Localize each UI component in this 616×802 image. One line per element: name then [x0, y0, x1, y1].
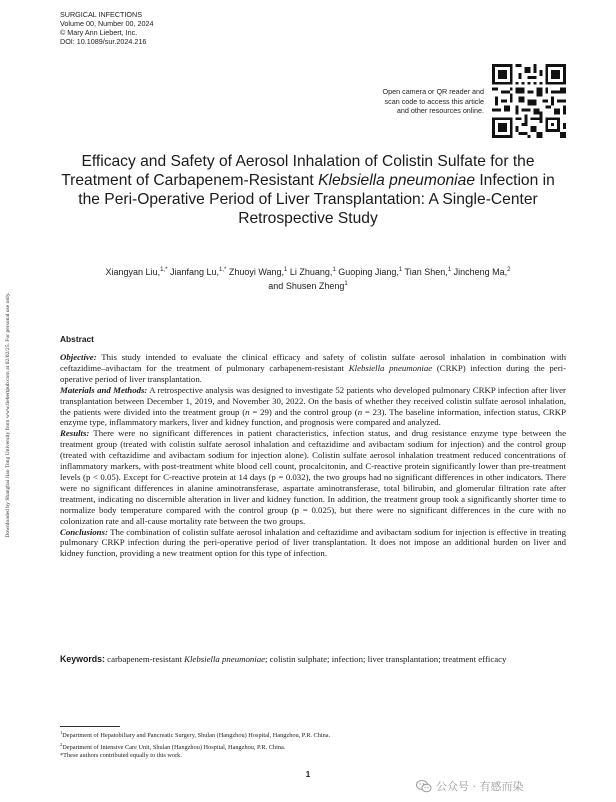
author[interactable]: and Shusen Zheng$^1$: [268, 281, 348, 291]
abstract-heading: Abstract: [60, 334, 94, 344]
abstract-results: Results: There were no significant differences in patient characteristics, infection status, and drug resistance enzyme type between the treatment group (treated with colistin sulfate aerosol inhalation and ceftazidime and avibactam sodium for injection) and the control group (treated with ceftazidime and avibactam sodium for injection alone). Colistin sulfate aerosol inhalation treatment reduced concentrations of inflammatory markers, with post-treatment white blood cell count, procalcitonin, and C-reactive protein significantly lower than pre-treatment levels (p < 0.05). Except for C-reactive protein at 14 days (p = 0.032), the two groups had no significant differences in other indicators. There were no significant differences in alanine aminotransferase, aspartate aminotransferase, total bilirubin, and glomerular filtration rate after treatment, indicating no discernible alteration in liver and kidney function. In addition, the treatment group took a significantly shorter time to normalize body temperature compared with the control group (p = 0.025), but there were no significant differences in the cure with no colonization rate and all-cause mortality rate between the two groups.: [60, 428, 566, 526]
author[interactable]: Tian Shen,$^1$: [404, 267, 452, 277]
footnote-affiliation-2: $^2$Department of Intensive Care Unit, Shulan (Hangzhou) Hospital, Hangzhou, P.R. China.: [60, 741, 286, 751]
qr-note: Open camera or QR reader and scan code to access this article and other resources online.: [382, 87, 484, 115]
copyright: © Mary Ann Liebert, Inc.: [60, 28, 138, 37]
download-notice: Downloaded by Shanghai Jiao Tong University from www.liebertpub.com at 02/02/25. For personal use only.: [5, 292, 11, 538]
author[interactable]: Guoping Jiang,$^1$: [338, 267, 403, 277]
wechat-icon: [416, 780, 432, 793]
keywords: Keywords: carbapenem-resistant Klebsiella pneumoniae; colistin sulphate; infection; liver transplantation; treatment efficacy: [60, 654, 507, 664]
qr-code-icon[interactable]: [492, 64, 566, 138]
journal-name: SURGICAL INFECTIONS: [60, 10, 142, 19]
author[interactable]: Xiangyan Liu,$^{1,*}$: [105, 267, 168, 277]
page-number: 1: [305, 770, 311, 779]
journal-volume: Volume 00, Number 00, 2024: [60, 19, 154, 28]
author[interactable]: Jianfang Lu,$^{1,*}$: [169, 267, 227, 277]
doi[interactable]: DOI: 10.1089/sur.2024.216: [60, 37, 147, 46]
footnote-equal-contribution: *These authors contributed equally to this work.: [60, 752, 182, 759]
footnotes: [60, 729, 330, 760]
author[interactable]: Zhuoyi Wang,$^1$: [228, 267, 288, 277]
author[interactable]: Li Zhuang,$^1$: [289, 267, 336, 277]
abstract-methods: Materials and Methods: A retrospective analysis was designed to investigate 52 patients who developed pulmonary CRKP infection after liver transplantation between December 1, 2019, and November 30, 2022. On the basis of whether they received colistin sulfate aerosol inhalation, the patients were divided into the treatment group (n = 29) and the control group (n = 23). The baseline information, infection status, CRKP enzyme type, inflammatory markers, liver and kidney function, and prognosis were compared and analyzed.: [60, 384, 566, 428]
abstract-conclusions: Conclusions: The combination of colistin sulfate aerosol inhalation and ceftazidime and avibactam sodium for injection is effective in treating pulmonary CRKP infection during the peri-operative period of liver transplantation. It does not impose an additional burden on liver and kidney function, providing a new treatment option for this type of infection.: [60, 526, 566, 559]
journal-header: [60, 10, 154, 46]
author[interactable]: Jincheng Ma,$^2$: [453, 267, 511, 277]
author-list: [60, 264, 556, 292]
footnote-affiliation-1: $^1$Department of Hepatobiliary and Pancreatic Surgery, Shulan (Hangzhou) Hospital, Hangzhou, P.R. China.: [60, 730, 331, 740]
watermark: 公众号 · 有感而染: [416, 778, 524, 794]
abstract-body: [60, 352, 566, 559]
abstract-objective: Objective: This study intended to evaluate the clinical efficacy and safety of colistin sulfate aerosol inhalation in combination with ceftazidime–avibactam for the treatment of pulmonary carbapenem-resistant Klebsiella pneumoniae (CRKP) infection during the peri-operative period of liver transplantation.: [60, 352, 567, 384]
footnote-divider: [60, 726, 120, 727]
article-title: Efficacy and Safety of Aerosol Inhalation of Colistin Sulfate for the Treatment of Carbapenem-Resistant Klebsiella pneumoniae Infection in the Peri-Operative Period of Liver Transplantation: A Single-Center Retrospective Study: [61, 153, 555, 227]
